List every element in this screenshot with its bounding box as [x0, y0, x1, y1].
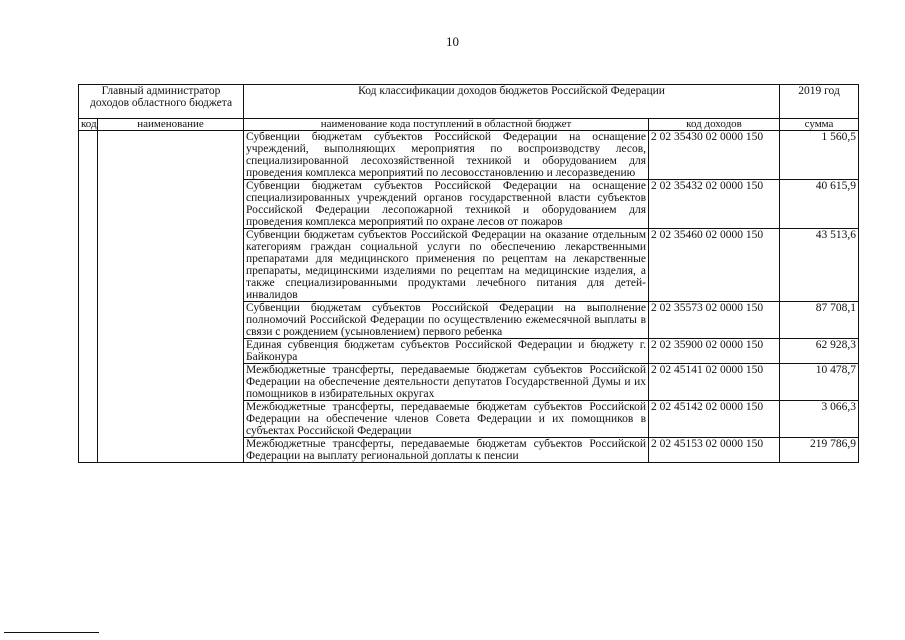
footer-rule [4, 632, 99, 633]
income-amount: 219 786,9 [780, 438, 859, 463]
income-code: 2 02 35432 02 0000 150 [649, 180, 780, 229]
income-amount: 62 928,3 [780, 339, 859, 364]
income-amount: 87 708,1 [780, 302, 859, 339]
income-code: 2 02 35430 02 0000 150 [649, 131, 780, 180]
admin-code-cell [79, 131, 98, 463]
income-amount: 43 513,6 [780, 229, 859, 302]
income-code: 2 02 45141 02 0000 150 [649, 364, 780, 401]
header-col-name: наименование [98, 119, 244, 131]
income-code: 2 02 35900 02 0000 150 [649, 339, 780, 364]
income-amount: 40 615,9 [780, 180, 859, 229]
header-col-code: код [79, 119, 98, 131]
income-description: Межбюджетные трансферты, передаваемые бюджетам субъектов Российской Федерации на обеспечение членов Совета Федерации и их помощников в субъектах Российской Федерации [244, 401, 649, 438]
income-description: Межбюджетные трансферты, передаваемые бюджетам субъектов Российской Федерации на выплату региональной доплаты к пенсии [244, 438, 649, 463]
admin-name-cell [98, 131, 244, 463]
header-col-income-name: наименование кода поступлений в областной бюджет [244, 119, 649, 131]
income-code: 2 02 45153 02 0000 150 [649, 438, 780, 463]
income-amount: 1 560,5 [780, 131, 859, 180]
header-row-sub [79, 119, 859, 131]
income-description: Субвенции бюджетам субъектов Российской Федерации на оснащение учреждений, выполняющих мероприятия по воспроизводству лесов, специализированной лесохозяйственной техникой и оборудованием для проведения комплекса мероприятий по лесовосстановлению и лесоразведению [244, 131, 649, 180]
income-code: 2 02 35573 02 0000 150 [649, 302, 780, 339]
header-admin-group: Главный администратор доходов областного бюджета [79, 85, 244, 119]
income-description: Субвенции бюджетам субъектов Российской Федерации на выполнение полномочий Российской Федерации по осуществлению ежемесячной выплаты в связи с рождением (усыновлением) первого ребенка [244, 302, 649, 339]
header-year: 2019 год [780, 85, 859, 119]
header-classification: Код классификации доходов бюджетов Российской Федерации [244, 85, 780, 119]
header-row-main [79, 85, 859, 119]
income-description: Единая субвенция бюджетам субъектов Российской Федерации и бюджету г. Байконура [244, 339, 649, 364]
income-code: 2 02 35460 02 0000 150 [649, 229, 780, 302]
table-row [79, 131, 859, 180]
income-description: Межбюджетные трансферты, передаваемые бюджетам субъектов Российской Федерации на обеспечение деятельности депутатов Государственной Думы и их помощников в избирательных округах [244, 364, 649, 401]
income-amount: 3 066,3 [780, 401, 859, 438]
budget-table [78, 84, 859, 463]
page-number: 10 [446, 34, 459, 49]
income-code: 2 02 45142 02 0000 150 [649, 401, 780, 438]
income-description: Субвенции бюджетам субъектов Российской Федерации на оснащение специализированных учреждений органов государственной власти субъектов Российской Федерации лесопожарной техникой и оборудованием для проведения комплекса мероприятий по охране лесов от пожаров [244, 180, 649, 229]
income-description: Субвенции бюджетам субъектов Российской Федерации на оказание отдельным категориям граждан социальной услуги по обеспечению лекарственными препаратами для медицинского применения по рецептам на лекарственные препараты, медицинскими изделиями по рецептам на медицинские изделия, а также специализированными продуктами лечебного питания для детей-инвалидов [244, 229, 649, 302]
income-amount: 10 478,7 [780, 364, 859, 401]
header-col-sum: сумма [780, 119, 859, 131]
header-col-income-code: код доходов [649, 119, 780, 131]
